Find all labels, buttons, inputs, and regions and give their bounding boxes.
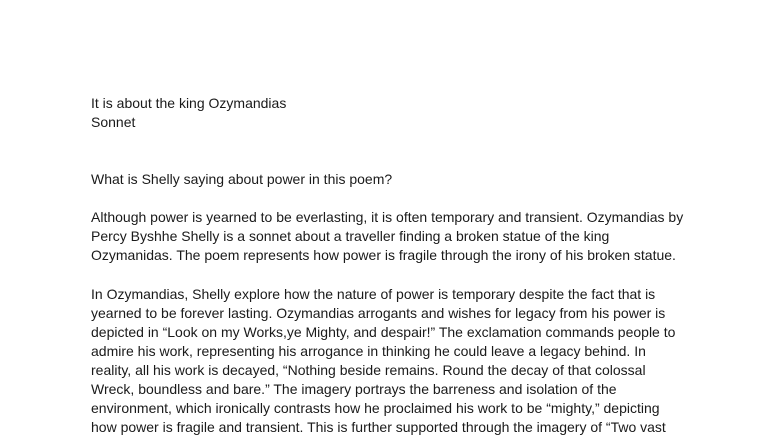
essay-question <box>91 170 731 189</box>
paragraph-body <box>91 285 731 437</box>
paragraph-line: admire his work, representing his arrogance in thinking he could leave a legacy behind. In <box>91 343 646 359</box>
essay-header <box>91 94 731 132</box>
paragraph-line: how power is fragile and transient. This is further supported through the imagery of “Two vast <box>91 419 666 435</box>
question-line: What is Shelly saying about power in this poem? <box>91 171 393 187</box>
paragraph-introduction <box>91 208 731 265</box>
paragraph-line: reality, all his work is decayed, “Nothing beside remains. Round the decay of that colossal <box>91 362 646 378</box>
paragraph-line: Wreck, boundless and bare.” The imagery portrays the barreness and isolation of the <box>91 381 617 397</box>
paragraph-line: yearned to be forever lasting. Ozymandias arrogants and wishes for legacy from his power is <box>91 305 666 321</box>
form-line: Sonnet <box>91 114 136 130</box>
paragraph-line: Percy Byshhe Shelly is a sonnet about a traveller finding a broken statue of the king <box>91 228 610 244</box>
paragraph-line: Ozymanidas. The poem represents how power is fragile through the irony of his broken statue. <box>91 247 676 263</box>
paragraph-line: Although power is yearned to be everlasting, it is often temporary and transient. Ozymandias by <box>91 209 684 225</box>
paragraph-line: depicted in “Look on my Works,ye Mighty, and despair!” The exclamation commands people to <box>91 324 676 340</box>
paragraph-line: In Ozymandias, Shelly explore how the nature of power is temporary despite the fact that is <box>91 286 656 302</box>
paragraph-line: environment, which ironically contrasts how he proclaimed his work to be “mighty,” depicting <box>91 400 660 416</box>
topic-line: It is about the king Ozymandias <box>91 95 287 111</box>
